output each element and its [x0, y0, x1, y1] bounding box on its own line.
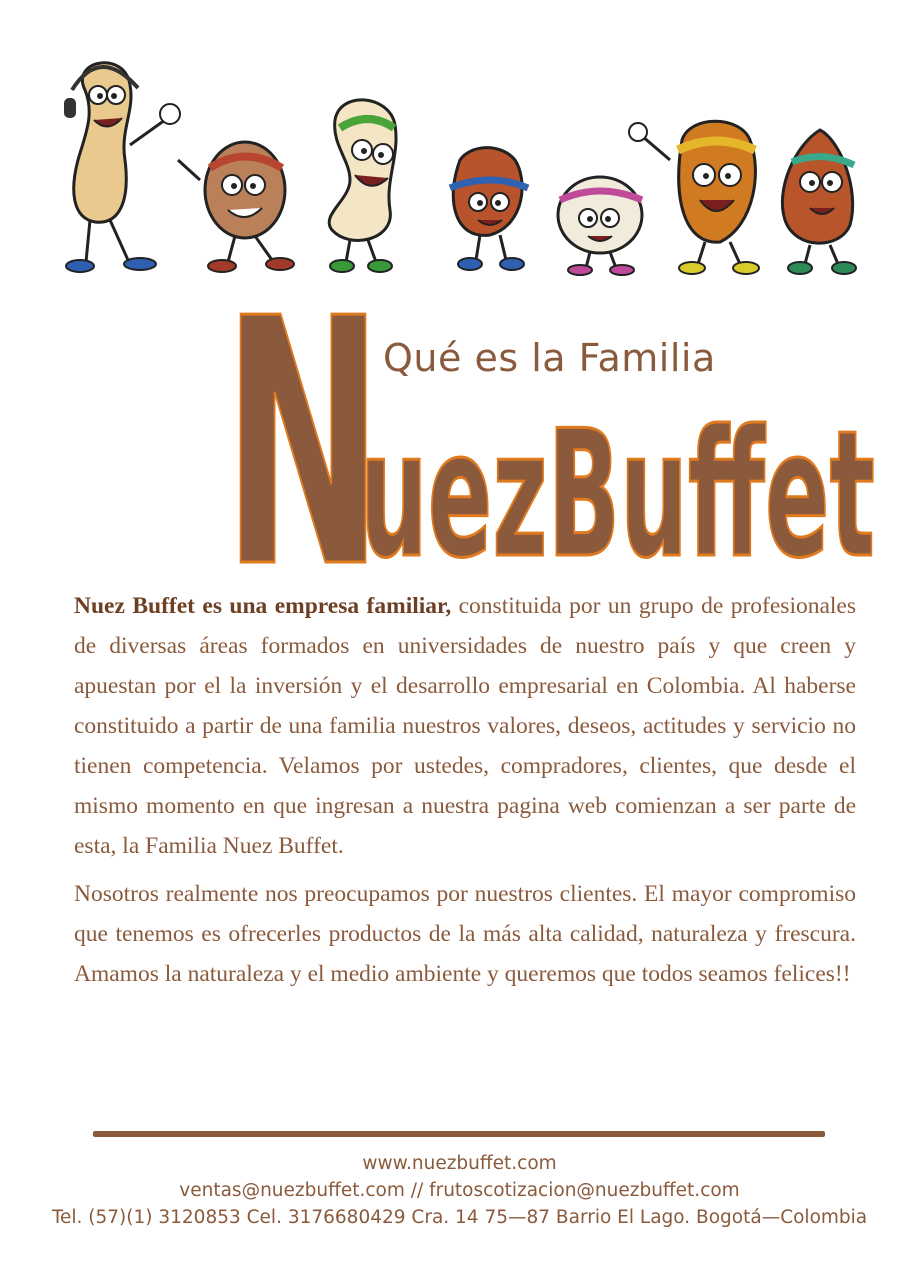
pistachio-character-icon: [558, 177, 642, 275]
body-text: [74, 586, 856, 1002]
macadamia-character-icon: [450, 148, 528, 270]
almond-character-icon: [782, 130, 856, 274]
hazelnut-character-icon: [178, 142, 294, 272]
email-links[interactable]: ventas@nuezbuffet.com // frutoscotizacion@nuezbuffet.com: [179, 1180, 740, 1201]
nut-characters-illustration: [50, 50, 880, 290]
footer-divider: [93, 1131, 825, 1137]
page-subtitle: Qué es la Familia: [383, 336, 716, 380]
paragraph-commitment: Nosotros realmente nos preocupamos por nuestros clientes. El mayor compromiso que tenemos es ofrecerles productos de la más alta calidad, naturaleza y frescura. Amamos la naturaleza y el medio ambiente y queremos que todos seamos felices!!: [74, 881, 856, 987]
svg-text:N: N: [223, 280, 383, 570]
pecan-character-icon: [629, 121, 759, 274]
paragraph-intro: [74, 586, 856, 866]
paragraph-intro-text: constituida por un grupo de profesionales de diversas áreas formados en universidades de nuestro país y que creen y apuestan por el la inversión y el desarrollo empresarial en Colombia. Al haberse constituido a partir de una familia nuestros valores, deseos, actitudes y servicio no tienen competencia. Velamos por ustedes, compradores, clientes, que desde el mismo momento en que ingresan a nuestra pagina web comienzan a ser parte de esta, la Familia Nuez Buffet.: [74, 593, 857, 859]
contact-info: Tel. (57)(1) 3120853 Cel. 3176680429 Cra. 14 75—87 Barrio El Lago. Bogotá—Colombia: [51, 1207, 868, 1228]
website-link[interactable]: www.nuezbuffet.com: [362, 1153, 557, 1174]
cashew-character-icon: [329, 100, 396, 272]
svg-text:uezBuffet: uezBuffet: [360, 394, 875, 565]
footer: [0, 1150, 919, 1231]
paragraph-lead: Nuez Buffet es una empresa familiar,: [74, 593, 452, 619]
page-title: [360, 390, 880, 565]
peanut-character-icon: [64, 63, 180, 272]
